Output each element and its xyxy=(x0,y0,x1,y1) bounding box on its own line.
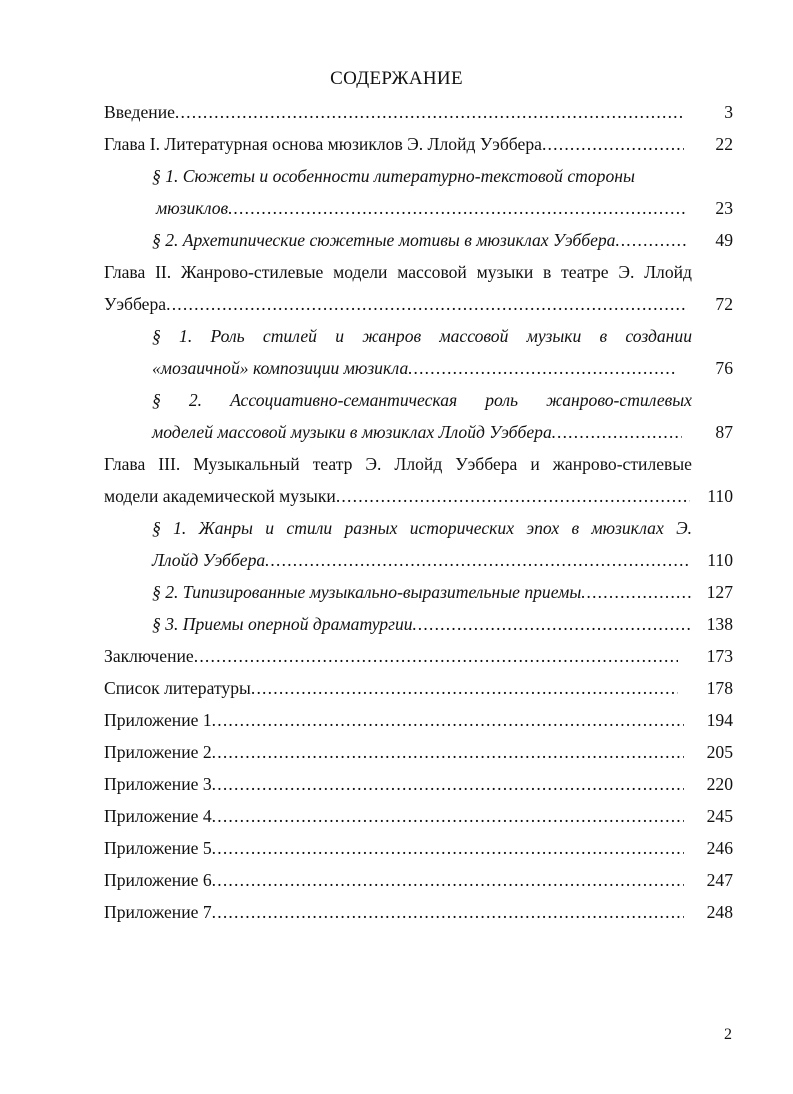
toc-entry-text: Приложение 4 xyxy=(104,806,212,826)
toc-title: СОДЕРЖАНИЕ xyxy=(330,68,463,89)
leader-dots xyxy=(212,864,684,896)
leader-dots xyxy=(212,832,684,864)
leader-dots xyxy=(265,544,688,576)
toc-page-number: 49 xyxy=(715,230,733,250)
leader-dots xyxy=(212,800,684,832)
toc-entry-text: Введение xyxy=(104,102,175,122)
toc-entry-text: Приложение 3 xyxy=(104,774,212,794)
toc-entry-text: «мозаичной» композиции мюзикла xyxy=(152,358,409,378)
toc-page-number: 23 xyxy=(715,198,733,218)
toc-entry-appendix-5 xyxy=(104,832,684,864)
leader-dots xyxy=(552,416,682,448)
toc-page-number: 127 xyxy=(706,582,733,602)
leader-dots xyxy=(212,896,684,928)
toc-entry-section-3-1-line1: § 1. Жанры и стили разных исторических эпох в мюзиклах Э. xyxy=(152,518,692,538)
toc-entry-section-2-2-line1: § 2. Ассоциативно-семантическая роль жанрово-стилевых xyxy=(152,390,692,410)
toc-page-number: 247 xyxy=(706,870,733,890)
toc-entry-text: Уэббера xyxy=(104,294,167,314)
toc-entry-section-1-2 xyxy=(152,224,688,256)
toc-entry-text: § 2. Архетипические сюжетные мотивы в мюзиклах Уэббера xyxy=(152,230,616,250)
toc-page-number: 3 xyxy=(724,102,733,122)
toc-entry-text: Приложение 1 xyxy=(104,710,212,730)
leader-dots xyxy=(175,96,684,128)
toc-entry-bibliography xyxy=(104,672,678,704)
toc-entry-appendix-3 xyxy=(104,768,684,800)
toc-entry-appendix-2 xyxy=(104,736,684,768)
toc-entry-introduction xyxy=(104,96,684,128)
toc-entry-chapter-3-line1: Глава III. Музыкальный театр Э. Ллойд Уэббера и жанрово-стилевые xyxy=(104,454,692,474)
toc-entry-text: модели академической музыки xyxy=(104,486,336,506)
toc-entry-chapter-3-line2 xyxy=(104,480,690,512)
leader-dots xyxy=(166,288,688,320)
toc-page-number: 194 xyxy=(706,710,733,730)
toc-entry-text: Приложение 2 xyxy=(104,742,212,762)
toc-page-number: 110 xyxy=(707,550,733,570)
toc-entry-text: § 2. Типизированные музыкально-выразительные приемы xyxy=(152,582,582,602)
leader-dots xyxy=(336,480,690,512)
toc-entry-section-3-3 xyxy=(152,608,690,640)
toc-entry-appendix-6 xyxy=(104,864,684,896)
leader-dots xyxy=(212,736,684,768)
toc-entry-conclusion xyxy=(104,640,678,672)
toc-page-number: 220 xyxy=(706,774,733,794)
toc-entry-text: Приложение 7 xyxy=(104,902,212,922)
toc-entry-section-1-1-line2 xyxy=(156,192,686,224)
toc-entry-text: Заключение xyxy=(104,646,194,666)
toc-entry-text: Ллойд Уэббера xyxy=(152,550,266,570)
toc-entry-appendix-7 xyxy=(104,896,684,928)
toc-entry-appendix-4 xyxy=(104,800,684,832)
toc-entry-text: моделей массовой музыки в мюзиклах Ллойд Уэббера xyxy=(152,422,552,442)
toc-entry-chapter-1 xyxy=(104,128,684,160)
toc-entry-chapter-2-line1: Глава II. Жанрово-стилевые модели массовой музыки в театре Э. Ллойд xyxy=(104,262,692,282)
leader-dots xyxy=(194,640,678,672)
toc-entry-text: мюзиклов xyxy=(156,198,229,218)
leader-dots xyxy=(542,128,684,160)
toc-page-number: 138 xyxy=(706,614,733,634)
toc-page-number: 110 xyxy=(707,486,733,506)
leader-dots xyxy=(212,768,684,800)
toc-entry-appendix-1 xyxy=(104,704,684,736)
toc-page-number: 173 xyxy=(706,646,733,666)
toc-entry-section-1-1-line1: § 1. Сюжеты и особенности литературно-текстовой стороны xyxy=(152,166,635,186)
leader-dots xyxy=(251,672,678,704)
toc-entry-text: § 3. Приемы оперной драматургии xyxy=(152,614,413,634)
toc-entry-section-2-2-line2 xyxy=(152,416,682,448)
toc-page-number: 178 xyxy=(706,678,733,698)
toc-entry-section-2-1-line2 xyxy=(152,352,676,384)
toc-entry-text: Приложение 5 xyxy=(104,838,212,858)
toc-page-number: 72 xyxy=(715,294,733,314)
toc-page-number: 76 xyxy=(715,358,733,378)
toc-entry-section-3-2 xyxy=(152,576,692,608)
toc-page-number: 248 xyxy=(706,902,733,922)
toc-page-number: 22 xyxy=(715,134,733,154)
toc-page-number: 205 xyxy=(706,742,733,762)
toc-page-number: 246 xyxy=(706,838,733,858)
toc-entry-chapter-2-line2 xyxy=(104,288,688,320)
toc-entry-section-3-1-line2 xyxy=(152,544,688,576)
leader-dots xyxy=(413,608,690,640)
toc-entry-section-2-1-line1: § 1. Роль стилей и жанров массовой музыки в создании xyxy=(152,326,692,346)
toc-entry-text: Приложение 6 xyxy=(104,870,212,890)
toc-page-number: 87 xyxy=(715,422,733,442)
toc-entry-text: Глава I. Литературная основа мюзиклов Э. Ллойд Уэббера xyxy=(104,134,542,154)
leader-dots xyxy=(228,192,686,224)
toc-page-number: 245 xyxy=(706,806,733,826)
leader-dots xyxy=(408,352,676,384)
leader-dots xyxy=(212,704,684,736)
page-number: 2 xyxy=(724,1026,732,1043)
toc-entry-text: Список литературы xyxy=(104,678,251,698)
